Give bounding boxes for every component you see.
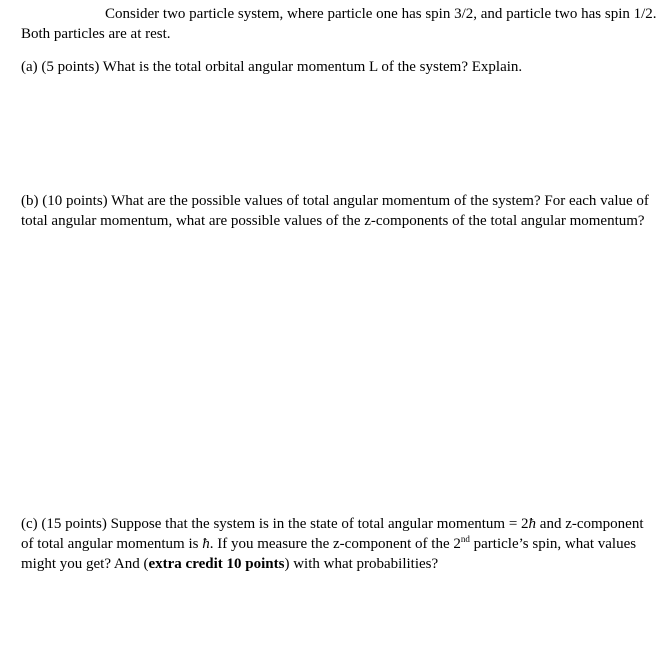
problem-intro <box>21 4 661 44</box>
extra-credit-label: extra credit 10 points <box>148 556 285 572</box>
question-b-line-1: What are the possible values of total angular momentum of the system? For each value of <box>111 193 649 209</box>
question-c-text-2: and z-component <box>536 516 644 532</box>
question-a <box>21 57 661 77</box>
intro-line-2: Both particles are at rest. <box>21 26 171 42</box>
question-a-text: What is the total orbital angular momentum L of the system? Explain. <box>102 59 523 75</box>
question-c-text-6: might you get? And ( <box>21 556 149 572</box>
hbar-symbol-2: ħ <box>202 536 210 552</box>
hbar-symbol: ħ <box>528 516 537 532</box>
question-c <box>21 514 661 574</box>
question-c-text-3: of total angular momentum is <box>21 536 203 552</box>
question-c-text-5: particle’s spin, what values <box>469 536 637 552</box>
question-b-label: (b) (10 points) <box>21 193 108 209</box>
question-c-text-1: Suppose that the system is in the state of total angular momentum = 2 <box>110 516 529 532</box>
question-b-line-2: total angular momentum, what are possible values of the z-components of the total angular momentum? <box>21 213 645 229</box>
question-c-label: (c) (15 points) <box>21 516 107 532</box>
question-b <box>21 191 661 231</box>
question-a-label: (a) (5 points) <box>21 59 100 75</box>
question-c-text-4: . If you measure the z-component of the 2 <box>209 536 461 552</box>
question-c-text-7: ) with what probabilities? <box>284 556 439 572</box>
intro-line-1: Consider two particle system, where particle one has spin 3/2, and particle two has spin 1/2. <box>105 6 657 22</box>
ordinal-superscript: nd <box>460 534 470 544</box>
